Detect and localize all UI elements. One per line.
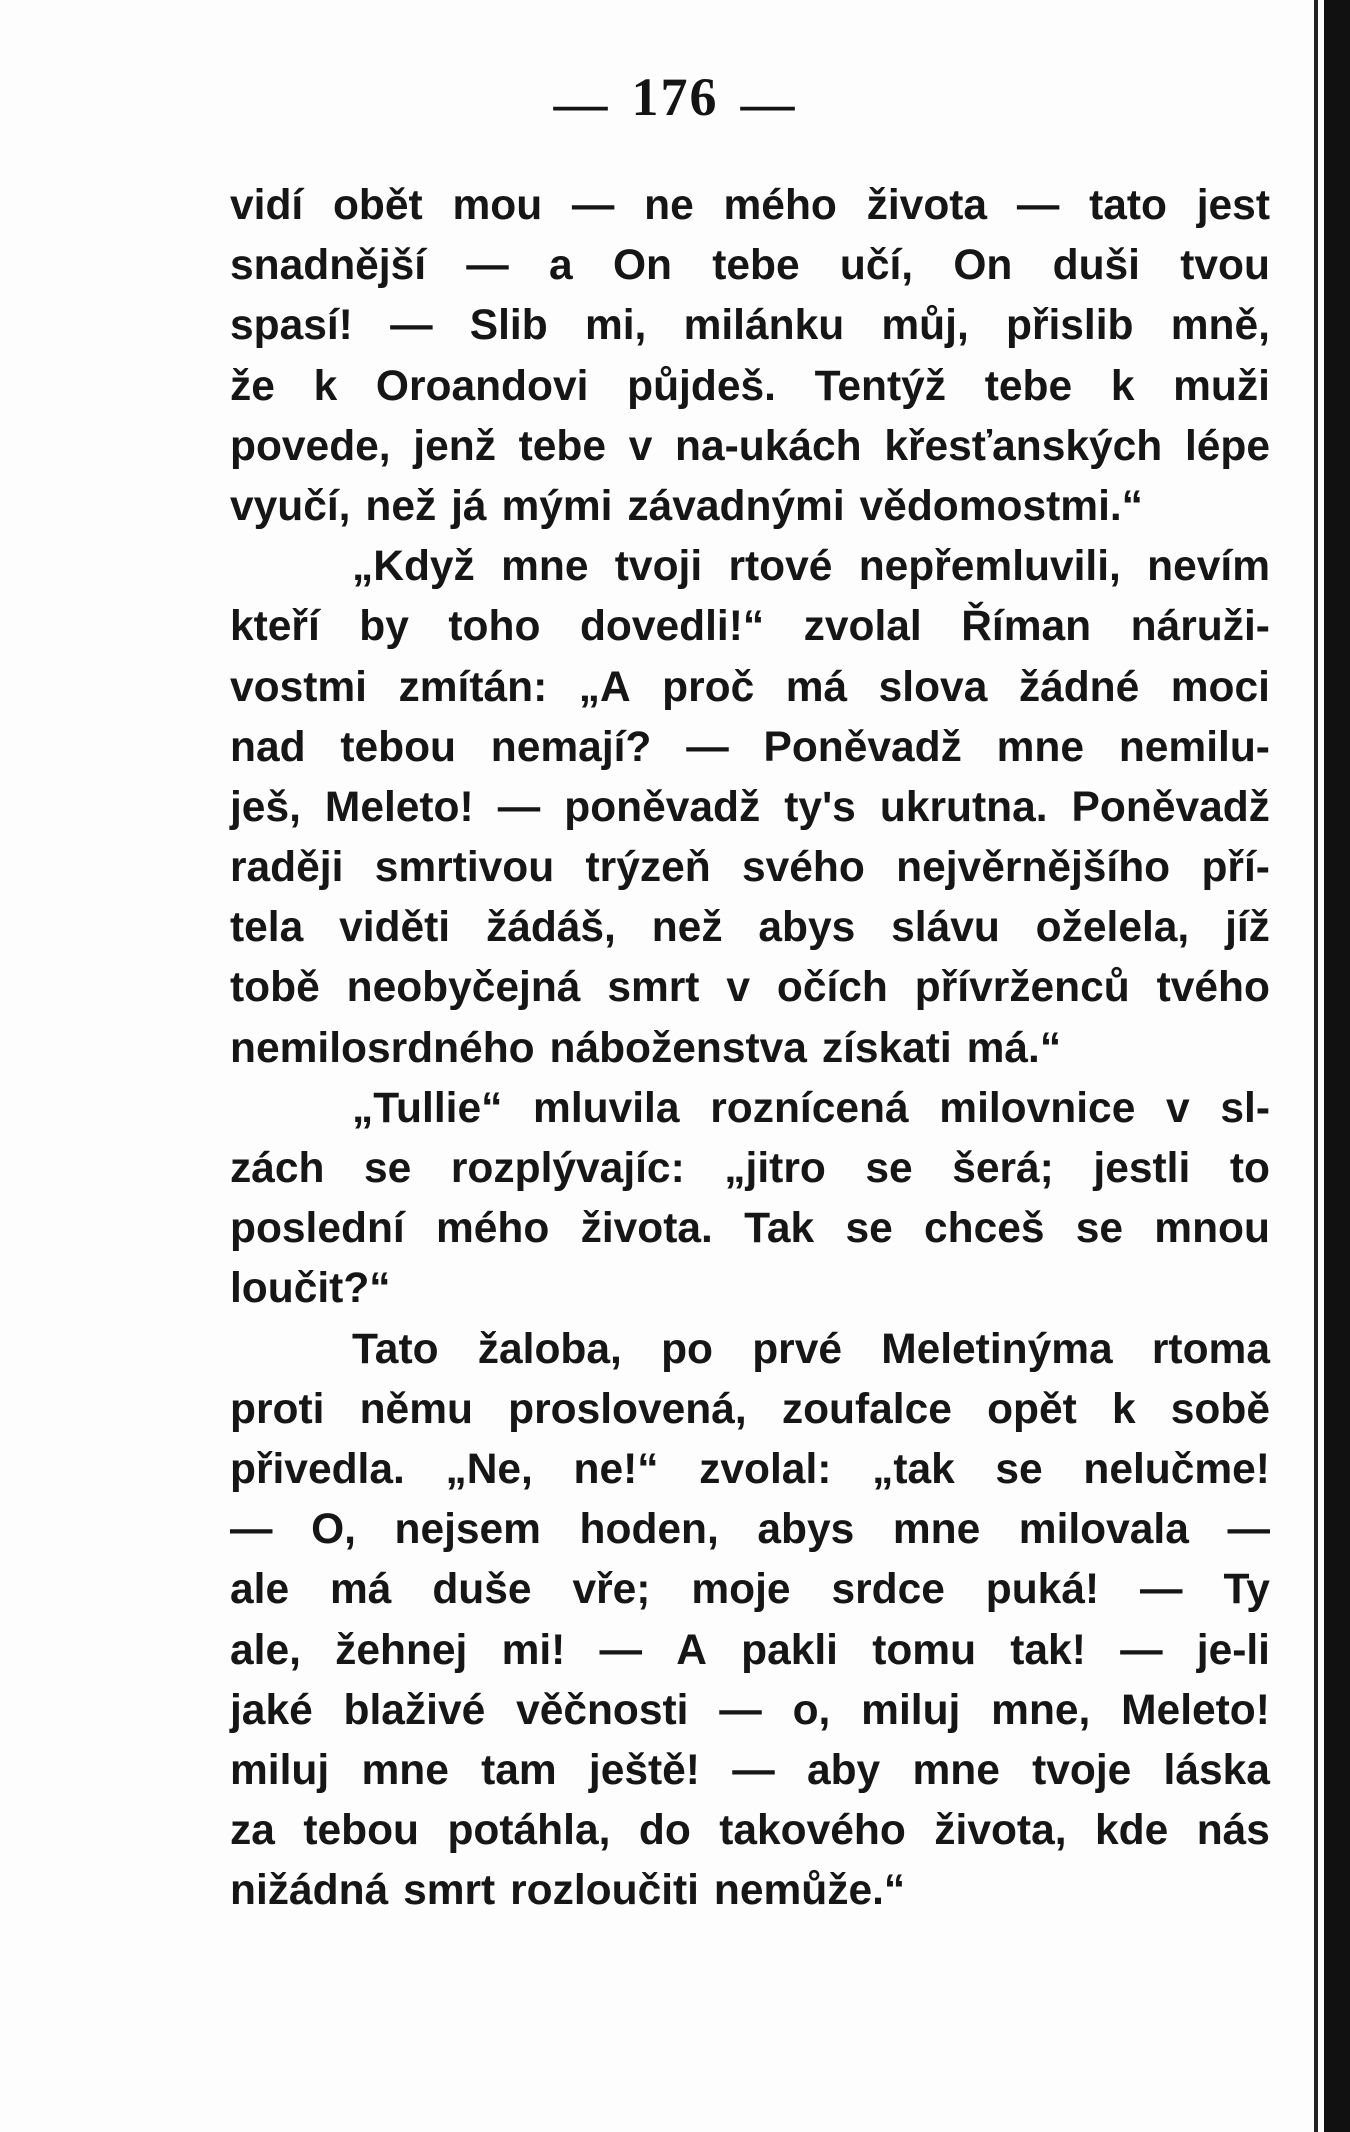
page-edge-line bbox=[1314, 0, 1318, 2132]
word: blaživé bbox=[343, 1686, 486, 1734]
word: k bbox=[313, 362, 338, 410]
word: duši bbox=[1052, 242, 1140, 290]
word: raději bbox=[230, 844, 344, 892]
word: jest bbox=[1196, 182, 1270, 229]
word: — bbox=[599, 1626, 643, 1674]
word: poslední bbox=[230, 1205, 405, 1253]
word: jíž bbox=[1225, 904, 1270, 952]
word: „Když bbox=[352, 543, 475, 591]
word: přívrženců bbox=[914, 964, 1130, 1012]
word: se bbox=[364, 1145, 412, 1192]
word: dovedli!“ bbox=[579, 603, 765, 651]
word: křesťanských bbox=[884, 422, 1163, 470]
word: žádáš, bbox=[485, 904, 616, 952]
text-line bbox=[230, 1560, 1270, 1620]
word: „Tullie“ bbox=[352, 1084, 503, 1132]
word: tvou bbox=[1180, 242, 1270, 290]
word: žaloba, bbox=[477, 1325, 622, 1373]
word: zách bbox=[230, 1145, 325, 1192]
word: proti bbox=[230, 1385, 325, 1433]
word: do bbox=[638, 1807, 691, 1855]
word: prvé bbox=[752, 1325, 842, 1373]
word: života, bbox=[934, 1807, 1067, 1855]
word: — bbox=[1016, 182, 1060, 229]
word: náboženstva bbox=[549, 1024, 807, 1072]
word: má bbox=[785, 663, 848, 711]
word: mého bbox=[723, 182, 837, 229]
word: věčnosti bbox=[516, 1686, 689, 1734]
word: než bbox=[365, 482, 437, 530]
word: — bbox=[497, 783, 541, 831]
word: rozloučiti bbox=[510, 1867, 699, 1915]
text-line bbox=[230, 1380, 1270, 1440]
word: tebe bbox=[984, 362, 1073, 410]
word: — bbox=[1120, 1626, 1163, 1674]
word: potáhla, bbox=[447, 1807, 611, 1855]
word: Poněvadž bbox=[1071, 783, 1270, 831]
word: Slib bbox=[469, 302, 548, 350]
word: aby bbox=[806, 1746, 881, 1794]
page-number-dash-right: — bbox=[740, 72, 797, 133]
word: v bbox=[726, 964, 750, 1012]
word: za bbox=[230, 1807, 275, 1855]
word: tato bbox=[1089, 182, 1167, 229]
text-line bbox=[230, 1440, 1270, 1500]
word: ne bbox=[644, 182, 694, 229]
word: mého bbox=[435, 1205, 550, 1253]
word: ješ, bbox=[230, 783, 301, 831]
word: ale bbox=[230, 1566, 290, 1614]
word: „Ne, bbox=[445, 1445, 533, 1493]
word: Poněvadž bbox=[763, 723, 962, 771]
word: mne bbox=[996, 723, 1085, 771]
text-line bbox=[230, 1199, 1270, 1259]
word: opět bbox=[987, 1385, 1077, 1433]
text-line bbox=[230, 417, 1270, 477]
word: — bbox=[571, 182, 615, 229]
word: nad bbox=[230, 723, 306, 771]
word: neobyčejná bbox=[346, 964, 581, 1012]
word: jenž bbox=[413, 422, 496, 470]
word: se bbox=[845, 1205, 893, 1253]
word: loučit?“ bbox=[230, 1265, 391, 1313]
text-line bbox=[230, 1861, 1270, 1921]
word: „tak bbox=[872, 1445, 955, 1493]
word: tvoji bbox=[614, 543, 703, 591]
word: by bbox=[359, 603, 409, 651]
page-number: 176 bbox=[631, 67, 719, 127]
word: slávu bbox=[891, 904, 1000, 952]
word: milánku bbox=[683, 302, 845, 350]
page-edge-border bbox=[1324, 0, 1350, 2132]
text-line bbox=[230, 1320, 1270, 1380]
word: vyučí, bbox=[230, 482, 351, 530]
word: muži bbox=[1173, 362, 1270, 410]
word: jaké bbox=[230, 1686, 313, 1734]
text-line bbox=[230, 1139, 1270, 1199]
word: nemůže.“ bbox=[713, 1867, 906, 1915]
word: nemilu- bbox=[1118, 723, 1270, 771]
word: chceš bbox=[923, 1205, 1045, 1253]
text-line bbox=[230, 597, 1270, 657]
word: rozplývajíc: bbox=[450, 1145, 685, 1192]
word: že bbox=[230, 362, 275, 410]
word: oželela, bbox=[1035, 904, 1190, 952]
word: vře; bbox=[572, 1566, 651, 1614]
word: Meleto! bbox=[1121, 1686, 1270, 1734]
word: láska bbox=[1163, 1746, 1270, 1794]
word: půjdeš. bbox=[627, 362, 776, 410]
word: kteří bbox=[230, 603, 320, 651]
word: Oroandovi bbox=[375, 362, 589, 410]
word: získati bbox=[821, 1024, 952, 1072]
word: mou bbox=[452, 182, 543, 229]
word: závadnými bbox=[627, 482, 845, 530]
text-line bbox=[230, 778, 1270, 838]
word: žehnej bbox=[335, 1626, 468, 1674]
page-number-header bbox=[0, 66, 1350, 134]
word: mne bbox=[912, 1746, 1000, 1794]
text-line bbox=[230, 1681, 1270, 1741]
word: povede, bbox=[230, 422, 391, 470]
word: vidí bbox=[230, 182, 304, 229]
word: obět bbox=[332, 182, 423, 229]
word: tebou bbox=[303, 1807, 420, 1855]
word: ukrutna. bbox=[879, 783, 1048, 831]
word: pakli bbox=[741, 1626, 838, 1674]
word: lépe bbox=[1184, 422, 1270, 470]
word: šerá; bbox=[952, 1145, 1054, 1192]
word: vostmi bbox=[230, 663, 367, 711]
text-line bbox=[230, 1259, 1270, 1319]
word: moci bbox=[1170, 663, 1270, 711]
word: trýzeň bbox=[585, 844, 711, 892]
word: po bbox=[661, 1325, 713, 1373]
text-line bbox=[230, 898, 1270, 958]
word: a bbox=[549, 242, 573, 290]
word: milovnice bbox=[939, 1084, 1136, 1132]
word: kde bbox=[1095, 1807, 1169, 1855]
word: On bbox=[953, 242, 1013, 290]
word: mými bbox=[501, 482, 613, 530]
word: se bbox=[865, 1145, 913, 1192]
body-text bbox=[230, 176, 1270, 1921]
word: Tentýž bbox=[814, 362, 947, 410]
word: — bbox=[1227, 1506, 1270, 1554]
word: o, bbox=[792, 1686, 831, 1734]
word: Meleto! bbox=[324, 783, 474, 831]
word: moje bbox=[691, 1566, 791, 1614]
word: má bbox=[330, 1566, 392, 1614]
text-line bbox=[230, 1621, 1270, 1681]
word: tam bbox=[481, 1746, 557, 1794]
word: — bbox=[466, 242, 509, 290]
word: náruži- bbox=[1130, 603, 1270, 651]
word: ještě! bbox=[588, 1746, 700, 1794]
word: mne, bbox=[991, 1686, 1091, 1734]
word: mi! bbox=[501, 1626, 566, 1674]
word: ne!“ bbox=[573, 1445, 659, 1493]
word: Tato bbox=[352, 1325, 439, 1373]
word: „A bbox=[578, 663, 631, 711]
word: milovala bbox=[1018, 1506, 1189, 1554]
word: snadnější bbox=[230, 242, 427, 290]
word: tvého bbox=[1156, 964, 1270, 1012]
word: nás bbox=[1196, 1807, 1270, 1855]
word: A bbox=[676, 1626, 707, 1674]
word: já bbox=[451, 482, 487, 530]
word: tebou bbox=[340, 723, 457, 771]
text-line bbox=[230, 1500, 1270, 1560]
word: žádné bbox=[1018, 663, 1140, 711]
word: Tak bbox=[744, 1205, 815, 1253]
word: života. bbox=[580, 1205, 713, 1253]
word: smrtivou bbox=[374, 844, 555, 892]
word: mi, bbox=[584, 302, 647, 350]
word: Ty bbox=[1223, 1566, 1270, 1614]
text-line bbox=[230, 477, 1270, 537]
word: spasí! bbox=[230, 302, 353, 350]
word: vědomostmi.“ bbox=[859, 482, 1143, 530]
text-line bbox=[230, 357, 1270, 417]
word: se bbox=[1075, 1205, 1124, 1253]
word: zoufalce bbox=[781, 1385, 952, 1433]
word: němu bbox=[359, 1385, 473, 1433]
word: přislib bbox=[1005, 302, 1134, 350]
word: nejvěrnějšího bbox=[896, 844, 1171, 892]
word: než bbox=[651, 904, 723, 952]
word: miluj bbox=[230, 1746, 330, 1794]
text-line bbox=[230, 236, 1270, 296]
word: — bbox=[390, 302, 433, 350]
word: mluvila bbox=[533, 1084, 680, 1132]
word: proslovená, bbox=[508, 1385, 747, 1433]
word: k bbox=[1110, 362, 1135, 410]
word: rtové bbox=[728, 543, 833, 591]
word: smrt bbox=[607, 964, 700, 1012]
word: je-li bbox=[1196, 1626, 1270, 1674]
word: nepřemluvili, bbox=[858, 543, 1121, 591]
word: Říman bbox=[961, 603, 1092, 651]
word: tebe bbox=[518, 422, 607, 470]
word: poněvadž bbox=[564, 783, 761, 831]
word: mne bbox=[501, 543, 589, 591]
word: mnou bbox=[1154, 1205, 1270, 1253]
word: srdce bbox=[831, 1566, 945, 1614]
word: roznícená bbox=[710, 1084, 909, 1132]
word: puká! bbox=[985, 1566, 1100, 1614]
word: nemají? bbox=[490, 723, 652, 771]
word: duše bbox=[432, 1566, 532, 1614]
word: svého bbox=[742, 844, 865, 892]
word: má.“ bbox=[966, 1024, 1062, 1072]
word: tobě bbox=[230, 964, 320, 1012]
word: abys bbox=[758, 904, 856, 952]
word: k bbox=[1111, 1385, 1136, 1433]
word: takového bbox=[719, 1807, 906, 1855]
word: přivedla. bbox=[230, 1445, 405, 1493]
word: života bbox=[866, 182, 988, 229]
word: v bbox=[628, 422, 653, 470]
word: tebe bbox=[712, 242, 800, 290]
word: jestli bbox=[1093, 1145, 1191, 1192]
text-line bbox=[230, 296, 1270, 356]
text-line bbox=[230, 1079, 1270, 1139]
word: Meletinýma bbox=[881, 1325, 1113, 1373]
word: — bbox=[719, 1686, 762, 1734]
word: toho bbox=[448, 603, 541, 651]
word: zmítán: bbox=[398, 663, 548, 711]
text-line bbox=[230, 537, 1270, 597]
word: sl- bbox=[1220, 1084, 1270, 1132]
word: miluj bbox=[861, 1686, 961, 1734]
word: očích bbox=[776, 964, 888, 1012]
word: to bbox=[1229, 1145, 1270, 1192]
word: On bbox=[612, 242, 672, 290]
word: mne bbox=[892, 1506, 981, 1554]
word: se bbox=[995, 1445, 1043, 1493]
word: nelučme! bbox=[1083, 1445, 1270, 1493]
word: hoden, bbox=[579, 1506, 719, 1554]
word: — bbox=[732, 1746, 775, 1794]
word: na-ukách bbox=[675, 422, 862, 470]
word: — bbox=[1140, 1566, 1183, 1614]
word: v bbox=[1166, 1084, 1190, 1132]
page-number-dash-left: — bbox=[553, 72, 610, 133]
text-line bbox=[230, 838, 1270, 898]
text-line bbox=[230, 1801, 1270, 1861]
word: nejsem bbox=[394, 1506, 541, 1554]
word: učí, bbox=[839, 242, 914, 290]
word: tela bbox=[230, 904, 304, 952]
word: O, bbox=[311, 1506, 356, 1554]
text-line bbox=[230, 1741, 1270, 1801]
word: tak! bbox=[1010, 1626, 1086, 1674]
word: ale, bbox=[230, 1626, 301, 1674]
word: smrt bbox=[403, 1867, 496, 1915]
word: sobě bbox=[1170, 1385, 1270, 1433]
word: — bbox=[686, 723, 729, 771]
word: mně, bbox=[1170, 302, 1270, 350]
word: abys bbox=[757, 1506, 855, 1554]
word: zvolal: bbox=[699, 1445, 832, 1493]
word: můj, bbox=[881, 302, 969, 350]
word: mne bbox=[361, 1746, 449, 1794]
text-line bbox=[230, 958, 1270, 1018]
word: rtoma bbox=[1151, 1325, 1270, 1373]
word: „jitro bbox=[724, 1145, 826, 1192]
text-line bbox=[230, 176, 1270, 236]
word: pří- bbox=[1201, 844, 1270, 892]
word: — bbox=[230, 1506, 273, 1554]
word: slova bbox=[878, 663, 988, 711]
word: proč bbox=[662, 663, 755, 711]
text-line bbox=[230, 1019, 1270, 1079]
word: nižádná bbox=[230, 1867, 389, 1915]
word: nemilosrdného bbox=[230, 1024, 535, 1072]
word: tomu bbox=[872, 1626, 977, 1674]
text-line bbox=[230, 658, 1270, 718]
word: viděti bbox=[339, 904, 451, 952]
word: tvoje bbox=[1032, 1746, 1132, 1794]
word: zvolal bbox=[803, 603, 922, 651]
word: nevím bbox=[1147, 543, 1270, 591]
text-line bbox=[230, 718, 1270, 778]
word: ty's bbox=[784, 783, 856, 831]
